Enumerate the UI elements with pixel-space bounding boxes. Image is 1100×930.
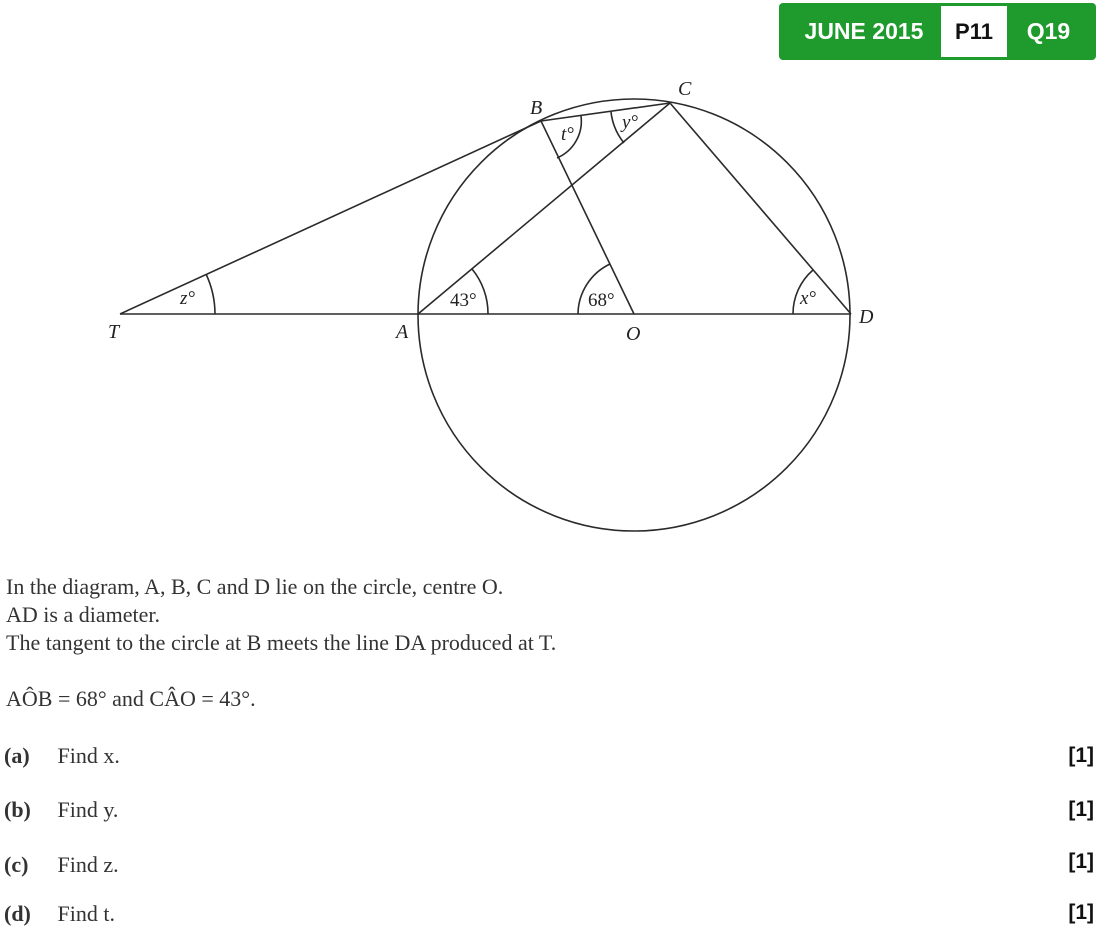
angle-arc-z [206,274,215,314]
angle-label-x: x° [800,288,817,309]
part-b [4,797,118,823]
angle-label-O: 68° [588,290,615,311]
label-point-A: A [396,321,409,343]
part-a-label: (a) [4,743,30,768]
part-d-marks: [1] [1068,901,1094,924]
paper-number: P11 [941,6,1007,57]
stem-line-1: In the diagram, A, B, C and D lie on the circle, centre O. [6,574,504,599]
label-point-D: D [859,306,874,328]
part-a [4,743,120,769]
part-b-label: (b) [4,797,31,822]
part-c-text: Find z. [57,852,119,877]
part-d-text: Find t. [57,901,115,926]
stem-line-3: The tangent to the circle at B meets the line DA produced at T. [6,630,557,655]
angle-label-y: y° [622,112,639,133]
stem-line-2: AD is a diameter. [6,602,160,627]
circle [418,99,850,531]
part-a-text: Find x. [57,743,120,768]
part-d [4,901,115,927]
part-c-marks: [1] [1068,850,1094,873]
part-b-marks: [1] [1068,798,1094,821]
label-point-B: B [530,97,543,119]
part-a-marks: [1] [1068,744,1094,767]
angle-label-z: z° [180,288,195,309]
label-point-T: T [108,321,120,343]
chord-AC [418,103,670,314]
exam-session: JUNE 2015 [804,18,924,44]
question-number: Q19 [1026,18,1071,44]
given-angles: AÔB = 68° and CÂO = 43°. [6,686,256,711]
part-c [4,852,119,878]
tangent-TB [120,121,541,314]
part-d-label: (d) [4,901,31,926]
label-point-O: O [626,323,641,345]
label-point-C: C [678,78,692,100]
part-c-label: (c) [4,852,29,877]
part-b-text: Find y. [57,797,119,822]
angle-label-A: 43° [450,290,477,311]
radius-OB [541,121,634,314]
angle-label-t: t° [561,124,574,145]
chord-CD [670,103,851,314]
